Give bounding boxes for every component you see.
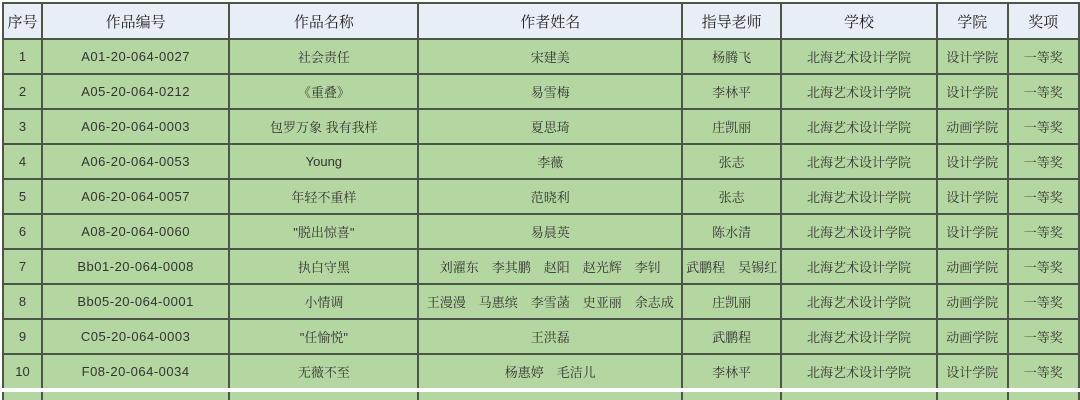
cell-advisors: 陈水清 [682, 214, 781, 249]
cell-award: 一等奖 [1008, 319, 1079, 354]
cell-award: 一等奖 [1008, 284, 1079, 319]
table-row [3, 144, 1079, 179]
cell-empty [781, 390, 937, 400]
cell-code: C05-20-064-0003 [42, 319, 229, 354]
cell-code: A06-20-064-0057 [42, 179, 229, 214]
cell-college: 设计学院 [937, 144, 1008, 179]
cell-school: 北海艺术设计学院 [781, 354, 937, 390]
table-row [3, 354, 1079, 390]
cell-empty [937, 390, 1008, 400]
cell-college: 动画学院 [937, 319, 1008, 354]
cell-authors: 易雪梅 [418, 74, 682, 109]
column-header-title: 作品名称 [229, 3, 418, 39]
cell-award: 一等奖 [1008, 179, 1079, 214]
table-row [3, 284, 1079, 319]
cell-school: 北海艺术设计学院 [781, 214, 937, 249]
header-row [3, 3, 1079, 39]
cell-code: A01-20-064-0027 [42, 39, 229, 74]
table-row [3, 74, 1079, 109]
cell-school: 北海艺术设计学院 [781, 249, 937, 284]
cell-title: 《重叠》 [229, 74, 418, 109]
cell-empty [229, 390, 418, 400]
cell-college: 设计学院 [937, 39, 1008, 74]
cell-code: Bb01-20-064-0008 [42, 249, 229, 284]
cell-award: 一等奖 [1008, 144, 1079, 179]
table-row [3, 214, 1079, 249]
cell-title: 执白守黑 [229, 249, 418, 284]
cell-empty [418, 390, 682, 400]
table-row [3, 109, 1079, 144]
cell-authors: 王漫漫 马惠缤 李雪菡 史亚丽 余志成 [418, 284, 682, 319]
cell-school: 北海艺术设计学院 [781, 319, 937, 354]
cell-advisors: 庄凯丽 [682, 284, 781, 319]
cell-code: A06-20-064-0053 [42, 144, 229, 179]
cell-code: Bb05-20-064-0001 [42, 284, 229, 319]
cell-advisors: 武鹏程 [682, 319, 781, 354]
cell-title: 包罗万象 我有我样 [229, 109, 418, 144]
cell-index: 6 [3, 214, 42, 249]
table-row [3, 179, 1079, 214]
cell-award: 一等奖 [1008, 74, 1079, 109]
table-row [3, 249, 1079, 284]
column-header-college: 学院 [937, 3, 1008, 39]
cell-school: 北海艺术设计学院 [781, 39, 937, 74]
cell-index: 1 [3, 39, 42, 74]
cell-authors: 杨惠婷 毛洁儿 [418, 354, 682, 390]
cell-authors: 易晨英 [418, 214, 682, 249]
cell-advisors: 武鹏程 吴锡红 [682, 249, 781, 284]
cell-index: 2 [3, 74, 42, 109]
cell-college: 设计学院 [937, 74, 1008, 109]
cell-college: 动画学院 [937, 249, 1008, 284]
cell-award: 一等奖 [1008, 214, 1079, 249]
cell-code: A06-20-064-0003 [42, 109, 229, 144]
cell-index: 4 [3, 144, 42, 179]
column-header-school: 学校 [781, 3, 937, 39]
cell-school: 北海艺术设计学院 [781, 179, 937, 214]
cell-advisors: 庄凯丽 [682, 109, 781, 144]
cell-empty [1008, 390, 1079, 400]
cell-award: 一等奖 [1008, 39, 1079, 74]
cell-title: Young [229, 144, 418, 179]
cell-advisors: 李林平 [682, 354, 781, 390]
cell-empty [682, 390, 781, 400]
cell-college: 设计学院 [937, 179, 1008, 214]
cell-college: 设计学院 [937, 354, 1008, 390]
cell-code: F08-20-064-0034 [42, 354, 229, 390]
column-header-code: 作品编号 [42, 3, 229, 39]
column-header-advisors: 指导老师 [682, 3, 781, 39]
cell-index: 3 [3, 109, 42, 144]
cell-authors: 王洪磊 [418, 319, 682, 354]
column-header-authors: 作者姓名 [418, 3, 682, 39]
cell-empty [3, 390, 42, 400]
cell-code: A08-20-064-0060 [42, 214, 229, 249]
cell-award: 一等奖 [1008, 354, 1079, 390]
cell-title: 年轻不重样 [229, 179, 418, 214]
cell-title: 小情调 [229, 284, 418, 319]
table-row [3, 319, 1079, 354]
cell-code: A05-20-064-0212 [42, 74, 229, 109]
cell-authors: 范晓利 [418, 179, 682, 214]
awards-table [2, 2, 1080, 400]
cell-advisors: 张志 [682, 144, 781, 179]
cell-authors: 夏思琦 [418, 109, 682, 144]
cell-authors: 李薇 [418, 144, 682, 179]
cell-school: 北海艺术设计学院 [781, 144, 937, 179]
cell-advisors: 张志 [682, 179, 781, 214]
cell-advisors: 杨腾飞 [682, 39, 781, 74]
cell-title: "脱出惊喜" [229, 214, 418, 249]
cell-authors: 刘濯东 李其鹏 赵阳 赵光辉 李钊 [418, 249, 682, 284]
cell-index: 7 [3, 249, 42, 284]
cell-empty [42, 390, 229, 400]
cell-school: 北海艺术设计学院 [781, 109, 937, 144]
cell-authors: 宋建美 [418, 39, 682, 74]
table-row [3, 39, 1079, 74]
column-header-award: 奖项 [1008, 3, 1079, 39]
cell-college: 动画学院 [937, 109, 1008, 144]
cell-award: 一等奖 [1008, 109, 1079, 144]
cell-title: 无薇不至 [229, 354, 418, 390]
cell-index: 10 [3, 354, 42, 390]
cell-award: 一等奖 [1008, 249, 1079, 284]
cell-college: 动画学院 [937, 284, 1008, 319]
cell-index: 5 [3, 179, 42, 214]
cell-index: 8 [3, 284, 42, 319]
cell-title: 社会责任 [229, 39, 418, 74]
clipped-partial-row [3, 390, 1079, 400]
cell-advisors: 李林平 [682, 74, 781, 109]
cell-school: 北海艺术设计学院 [781, 74, 937, 109]
column-header-index: 序号 [3, 3, 42, 39]
cell-school: 北海艺术设计学院 [781, 284, 937, 319]
cell-title: "任愉悦" [229, 319, 418, 354]
cell-college: 设计学院 [937, 214, 1008, 249]
cell-index: 9 [3, 319, 42, 354]
table-body [3, 39, 1079, 390]
